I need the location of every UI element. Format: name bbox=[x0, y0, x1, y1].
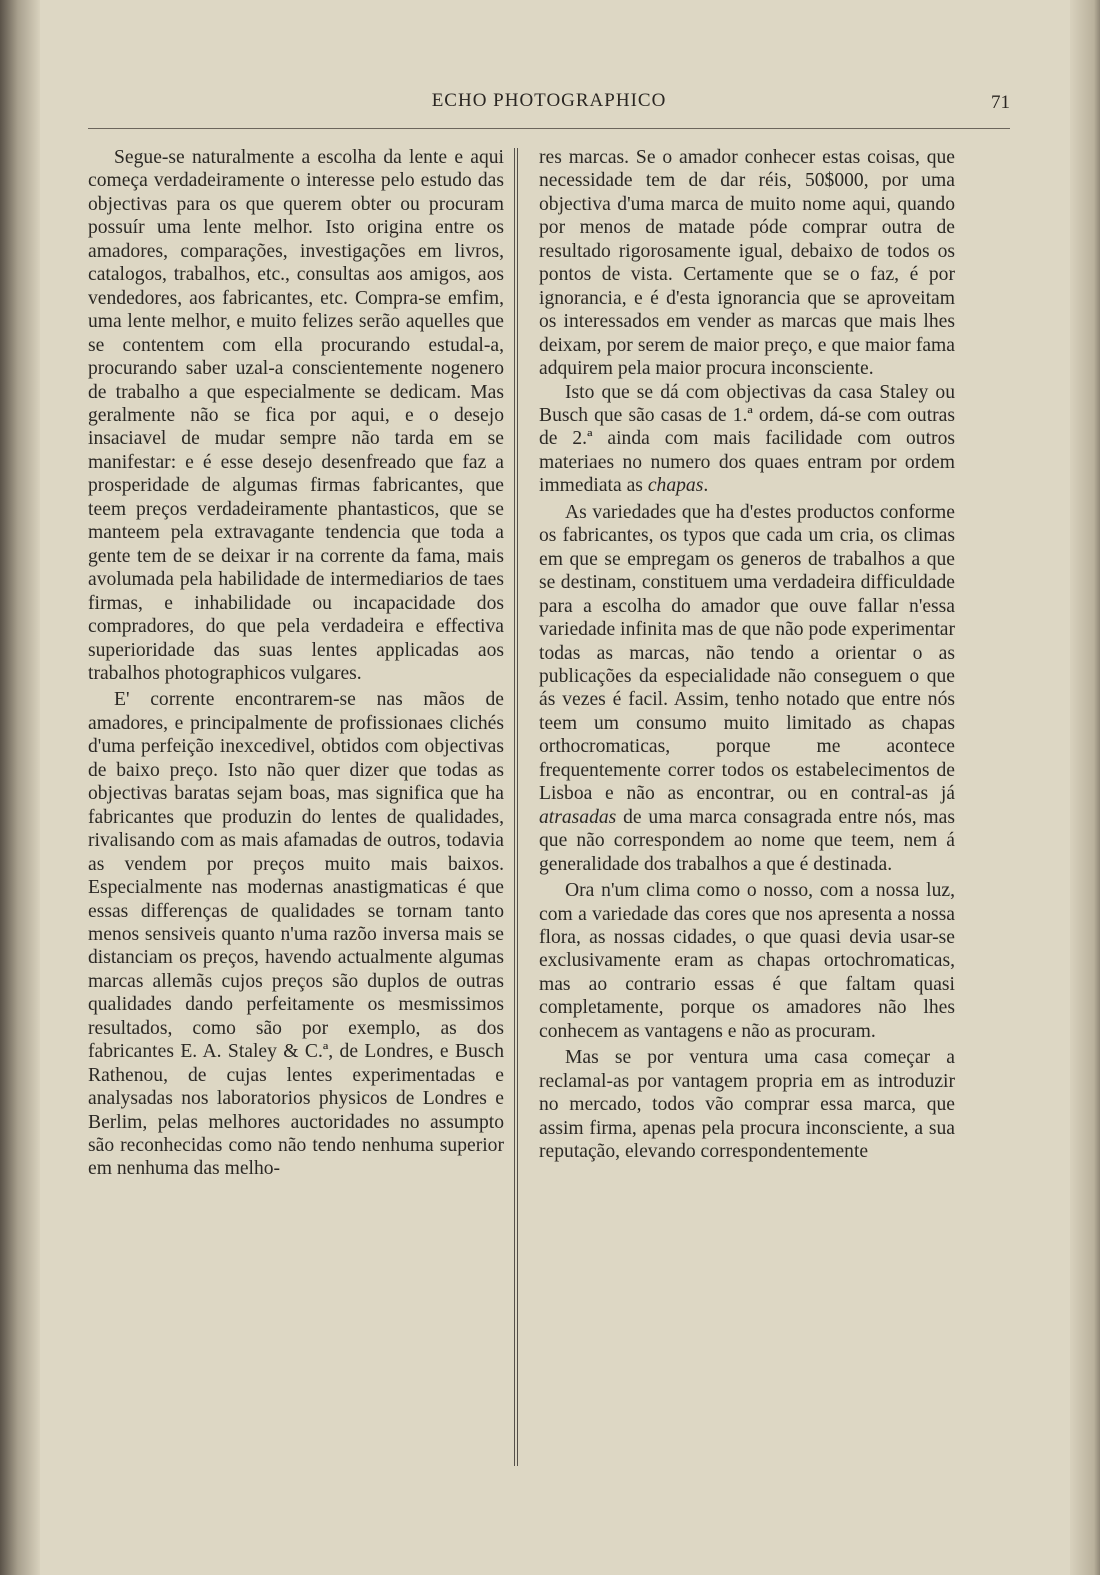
paragraph bbox=[539, 501, 955, 876]
text-run: de uma marca consagrada entre nós, mas que não correspondem ao nome que teem, nem á generalidade dos trabalhos a que é destinada. bbox=[539, 806, 955, 875]
binding-shadow bbox=[0, 0, 40, 1575]
right-column bbox=[539, 146, 955, 1163]
paragraph: Mas se por ventura uma casa começar a reclamal-as por vantagem propria em as introduzir no mercado, todos vão comprar essa marca, que assim firma, apenas pela procura inconsciente, a sua reputação, elevando correspondentemente bbox=[539, 1047, 955, 1163]
running-header bbox=[88, 90, 1010, 122]
left-column bbox=[88, 146, 504, 1181]
text-run: As variedades que ha d'estes productos conforme os fabricantes, os typos que cada um cria, os climas em que se empregam os generos de trabalhos a que se destinam, constituem uma verdadeira difficuldade para a escolha do amador que ouve fallar n'essa variedade infinita mas de que não pode experimentar todas as marcas, não tendo a orientar o as publicações da especialidade não conseguem o que ás vezes é facil. Assim, tenho notado que entre nós teem um consumo muito limitado as chapas orthocromaticas, porque me acontece frequentemente correr todos os estabelecimentos de Lisboa e não as encontrar, ou en contral-as já bbox=[539, 501, 955, 805]
page-number: 71 bbox=[991, 92, 1010, 113]
page-edge-shadow bbox=[1070, 0, 1100, 1575]
book-page bbox=[40, 0, 1070, 1575]
paragraph: Ora n'um clima como o nosso, com a nossa luz, com a variedade das cores que nos apresenta a nossa flora, as nossas cidades, o que quasi devia usar-se exclusivamente eram as chapas ortochromaticas, mas ao contrario essas é que faltam quasi completamente, porque os amadores não lhes conhecem as vantagens e não as procuram. bbox=[539, 880, 955, 1042]
paragraph: Segue-se naturalmente a escolha da lente e aqui começa verdadeiramente o interesse pelo estudo das objectivas para os que querem obter ou procuram possuír uma lente melhor. Isto origina entre os amadores, comparações, investigações em livros, catalogos, trabalhos, etc., consultas aos amigos, aos vendedores, aos fabricantes, etc. Compra-se emfim, uma lente melhor, e muito felizes serão aquelles que se contentem com ella procurando estudal-a, procurando saber uzal-a conscientemente nogenero de trabalho a que especialmente se dedicam. Mas geralmente não se fica por aqui, e o desejo insaciavel de mudar sempre não tarda em se manifestar: e é esse desejo desenfreado que faz a prosperidade de algumas firmas fabricantes, que teem preços verdadeiramente phantasticos, que se manteem pela extravagante tendencia que toda a gente tem de se deixar ir na corrente da fama, mais avolumada pela habilidade de intermediarios de taes firmas, e inhabilidade ou incapacidade dos compradores, do que pela verdadeira e effectiva superioridade das suas lentes applicadas aos trabalhos photographicos vulgares. bbox=[88, 147, 504, 684]
header-rule bbox=[88, 128, 1010, 129]
italic-term: chapas bbox=[647, 475, 704, 497]
italic-term: atrasadas bbox=[539, 806, 617, 828]
paragraph: res marcas. Se o amador conhecer estas coisas, que necessidade tem de dar réis, 50$000, por uma objectiva d'uma marca de muito nome aqui, quando por menos de matade póde comprar outra de resultado rigorosamente igual, debaixo de todos os pontos de vista. Certamente que se o faz, é por ignorancia, e é d'esta ignorancia que se aproveitam os interessados em vender as marcas que mais lhes deixam, por serem de maior preço, e que maior fama adquirem pela maior procura inconsciente. bbox=[539, 147, 955, 380]
text-run: Isto que se dá com objectivas da casa Staley ou Busch que são casas de 1.ª ordem, dá-se com outras de 2.ª ainda com mais facilidade com outros materiaes no numero dos quaes entram por ordem immediata as bbox=[539, 381, 955, 497]
text-run: . bbox=[703, 475, 709, 497]
column-divider bbox=[514, 148, 518, 1466]
paragraph: E' corrente encontrarem-se nas mãos de amadores, e principalmente de profissionaes clichés d'uma perfeição inexcedivel, obtidos com objectivas de baixo preço. Isto não quer dizer que todas as objectivas baratas sejam boas, mas significa que ha fabricantes que produzin do lentes de qualidades, rivalisando com as mais afamadas de outros, todavia as vendem por preços muito mais baixos. Especialmente nas modernas anastigmaticas é que essas differenças de qualidades se tornam tanto menos sensiveis quanto n'uma razõo inversa mais se distanciam os preços, havendo actualmente algumas marcas allemãs cujos preços são duplos de outras qualidades dando perfeitamente os mesmissimos resultados, como são por exemplo, as dos fabricantes E. A. Staley & C.ª, de Londres, e Busch Rathenou, de cujas lentes experimentadas e analysadas nos laboratorios physicos de Londres e Berlim, pelas melhores auctoridades no assumpto são reconhecidas como não tendo nenhuma superior em nenhuma das melho- bbox=[88, 689, 504, 1180]
paragraph bbox=[539, 381, 955, 498]
journal-title: ECHO PHOTOGRAPHICO bbox=[431, 90, 667, 111]
